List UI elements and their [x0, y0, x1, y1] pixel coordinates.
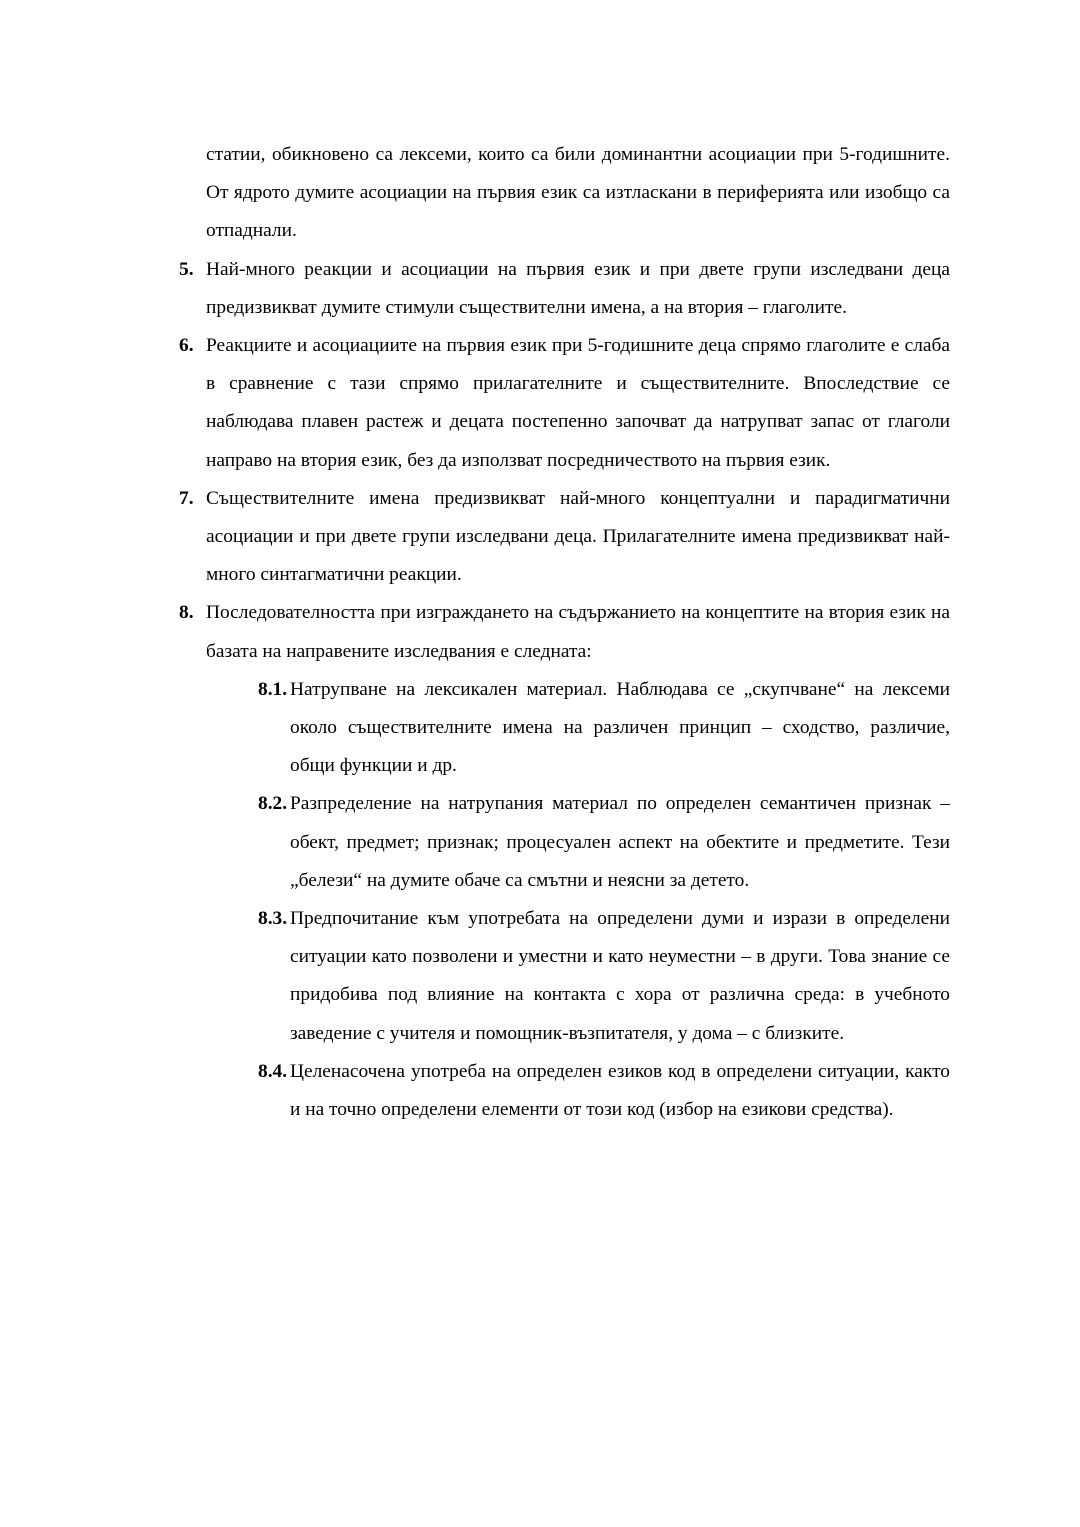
list-number: 5. — [179, 258, 194, 280]
list-item-text: Най-много реакции и асоциации на първия език и при двете групи изследвани деца предизвикват думите стимули съществителни имена, а на втория – глаголите. — [206, 258, 950, 318]
list-item-text: Реакциите и асоциациите на първия език при 5-годишните деца спрямо глаголите е слаба в сравнение с тази спрямо прилагателните и съществителните. Впоследствие се наблюдава плавен растеж и децата постепенно започват да натрупват запас от глаголи направо на втория език, без да използват посредничеството на първия език. — [206, 335, 950, 471]
intro-paragraph: статии, обикновено са лексеми, които са били доминантни асоциации при 5-годишните. От ядрото думите асоциации на първия език са изтласкани в периферията или изобщо са отпаднали. — [206, 144, 950, 242]
sublist-item-text: Целенасочена употреба на определен езиков код в определени ситуации, както и на точно определени елементи от този код (избор на езикови средства). — [290, 1060, 950, 1121]
sublist-item-text: Предпочитание към употребата на определени думи и изрази в определени ситуации като позволени и уместни и като неуместни – в други. Това знание се придобива под влияние на контакта с хора от различна среда: в учебното заведение с учителя и помощник-възпитателя, у дома – с близките. — [290, 908, 950, 1044]
sublist-number: 8.4. — [258, 1060, 288, 1082]
sublist-number: 8.3. — [258, 908, 288, 930]
sublist-item-text: Разпределение на натрупания материал по определен семантичен признак – обект, предмет; признак; процесуален аспект на обектите и предметите. Тези „белези“ на думите обаче са смътни и неясни за детето. — [290, 793, 950, 891]
sublist-number: 8.2. — [258, 793, 288, 815]
list-item-6 — [179, 327, 950, 480]
sublist-item-8-1 — [258, 671, 950, 786]
list-item-7 — [179, 480, 950, 595]
document-body — [179, 136, 950, 1129]
sublist-item-8-2 — [258, 785, 950, 900]
list-item-8 — [179, 594, 950, 670]
sublist-item-text: Натрупване на лексикален материал. Наблюдава се „скупчване“ на лексеми около съществителните имена на различен принцип – сходство, различие, общи функции и др. — [290, 678, 950, 777]
sublist-item-8-3 — [258, 900, 950, 1053]
list-number: 7. — [179, 487, 194, 509]
sublist-item-8-4 — [258, 1053, 950, 1129]
sublist-number: 8.1. — [258, 678, 288, 700]
list-item-5 — [179, 251, 950, 327]
list-number: 8. — [179, 602, 194, 624]
list-item-text: Последователността при изграждането на съдържанието на концептите на втория език на базата на направените изследвания е следната: — [206, 602, 950, 662]
list-number: 6. — [179, 335, 194, 357]
list-item-text: Съществителните имена предизвикват най-много концептуални и парадигматични асоциации и при двете групи изследвани деца. Прилагателните имена предизвикват най-много синтагматични реакции. — [206, 487, 950, 586]
